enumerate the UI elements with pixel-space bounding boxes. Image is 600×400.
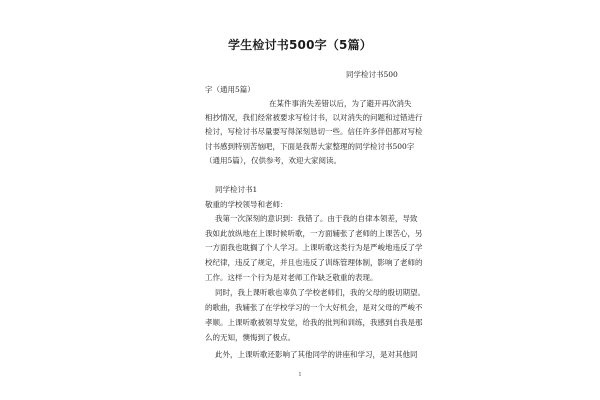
body-line: 同时，我上课听歌也辜负了学校老师们，我的父母的殷切期望。 xyxy=(215,288,425,297)
body-line: 校纪律，违反了规定，并且也违反了训练管理体制，影响了老师的 xyxy=(205,258,423,267)
intro-line: 检讨，写检讨书尽量要写得深刻恳切一些。信任许多伴侣都对写检 xyxy=(205,127,423,136)
subtitle-text: 字（通用5篇） xyxy=(205,85,255,94)
body-line: 我如此放纵地在上课时候听歌，一方面辅张了老师的上课苦心，另 xyxy=(205,229,423,238)
body-line: 此外，上课听歌还影响了其他同学的讲座和学习，是对其他同 xyxy=(215,350,418,359)
page-number: 1 xyxy=(298,372,302,378)
intro-line: 相抄情况，我们经常被要求写检讨书，以对消失的问题和过错进行 xyxy=(205,113,423,122)
body-line: 一方面我也耽搁了个人学习。上课听歌这类行为是严峻地违反了学 xyxy=(205,243,423,252)
body-line: 工作。这样一个行为是对老师工作缺乏敬重的表现。 xyxy=(205,273,378,282)
intro-line: （通用5篇），仅供参考，欢迎大家阅读。 xyxy=(205,156,342,165)
body-line: 孝顺。上课听歌被领导发觉，给我的批判和训练，我感到自我是那 xyxy=(205,318,423,327)
document-title: 学生检讨书500字（5篇） xyxy=(228,38,372,52)
intro-line: 讨书感到特别苦恼吧，下面是我帮大家整理的同学检讨书500字 xyxy=(205,142,415,151)
intro-line: 在某件事消失差错以后，为了避开再次消失 xyxy=(269,99,412,108)
body-line: 的歌曲，我辅张了在学校学习的一个大好机会，是对父母的严峻不 xyxy=(205,303,423,312)
section-heading: 同学检讨书1 xyxy=(215,185,258,194)
body-line: 我第一次深刻的意识到：我错了。由于我的自律本领差，导致 xyxy=(215,214,418,223)
header-right-text: 同学检讨书500 xyxy=(346,70,398,79)
body-line: 么的无知，懊悔到了极点。 xyxy=(205,333,295,342)
salutation: 敬重的学校领导和老师： xyxy=(205,200,288,209)
